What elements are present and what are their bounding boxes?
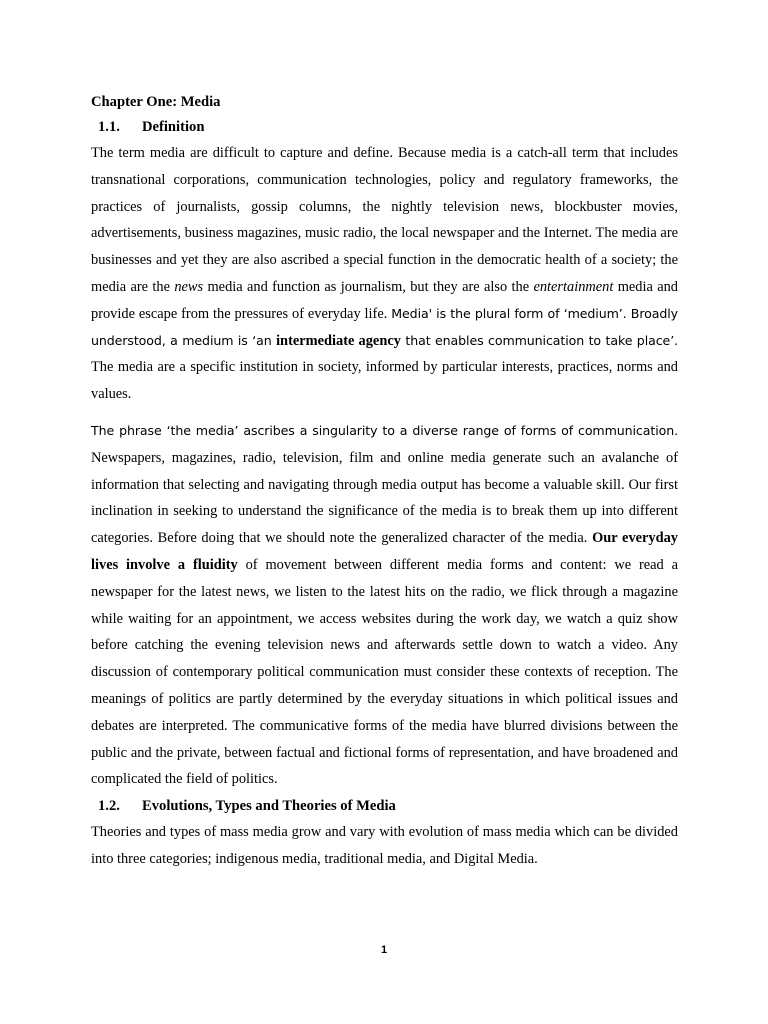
text-run: media and provide escape from the pressures of everyday life.	[91, 278, 678, 322]
sans-text-run: Media' is the plural form of ‘medium’. Broadly understood, a medium is ‘an	[91, 305, 678, 348]
page-content	[91, 90, 678, 873]
section-title: Evolutions, Types and Theories of Media	[142, 798, 396, 815]
sans-text-run: that enables communication to take place’.	[400, 332, 678, 348]
sans-text-run: The phrase ‘the media’ ascribes a singularity to a diverse range of forms of communication.	[91, 422, 678, 438]
paragraph-the-media	[91, 418, 678, 793]
italic-term-entertainment: entertainment	[533, 278, 614, 295]
bold-term-intermediate-agency: intermediate agency	[276, 332, 401, 349]
section-title: Definition	[142, 119, 205, 135]
text-run: of movement between different media forms and content: we read a newspaper for the latest news, we listen to the latest hits on the radio, we flick through a magazine while waiting for an appointment, we access websites during the work day, we watch a quiz show before catching the evening television news and afterwards settle down to watch a video. Any discussion of contemporary political communication must consider these contexts of reception. The meanings of politics are partly determined by the everyday situations in which political issues and debates are interpreted. The communicative forms of the media have blurred divisions between the public and the private, between factual and fictional forms of representation, and have broadened and complicated the field of politics.	[91, 556, 679, 788]
section-heading-evolutions	[91, 793, 678, 819]
text-run: media and function as journalism, but they are also the	[203, 278, 534, 295]
bold-phrase-fluidity: Our everyday lives involve a fluidity	[91, 530, 679, 573]
text-run: The media are a specific institution in society, informed by particular interests, practices, norms and values.	[91, 359, 678, 403]
paragraph-definition	[91, 140, 678, 408]
text-run: The term media are difficult to capture and define. Because media is a catch-all term that includes transnational corporations, communication technologies, policy and regulatory frameworks, the practices of journalists, gossip columns, the nightly television news, blockbuster movies, advertisements, business magazines, music radio, the local newspaper and the Internet. The media are businesses and yet they are also ascribed a special function in the democratic health of a society; the media are the	[91, 145, 678, 295]
text-run: Newspapers, magazines, radio, television, film and online media generate such an avalanche of information that selecting and navigating through media output has become a valuable skill. Our first inclination in seeking to understand the significance of the media is to break them up into different categories. Before doing that we should note the generalized character of the media.	[91, 449, 678, 547]
section-number: 1.2.	[98, 798, 120, 815]
page-number: 1	[380, 944, 388, 956]
italic-term-news: news	[174, 278, 204, 295]
paragraph-theories: Theories and types of mass media grow and vary with evolution of mass media which can be divided into three categories; indigenous media, traditional media, and Digital Media.	[91, 824, 678, 867]
section-heading-definition	[91, 114, 678, 140]
chapter-title: Chapter One: Media	[91, 94, 221, 110]
section-number: 1.1.	[98, 119, 120, 135]
